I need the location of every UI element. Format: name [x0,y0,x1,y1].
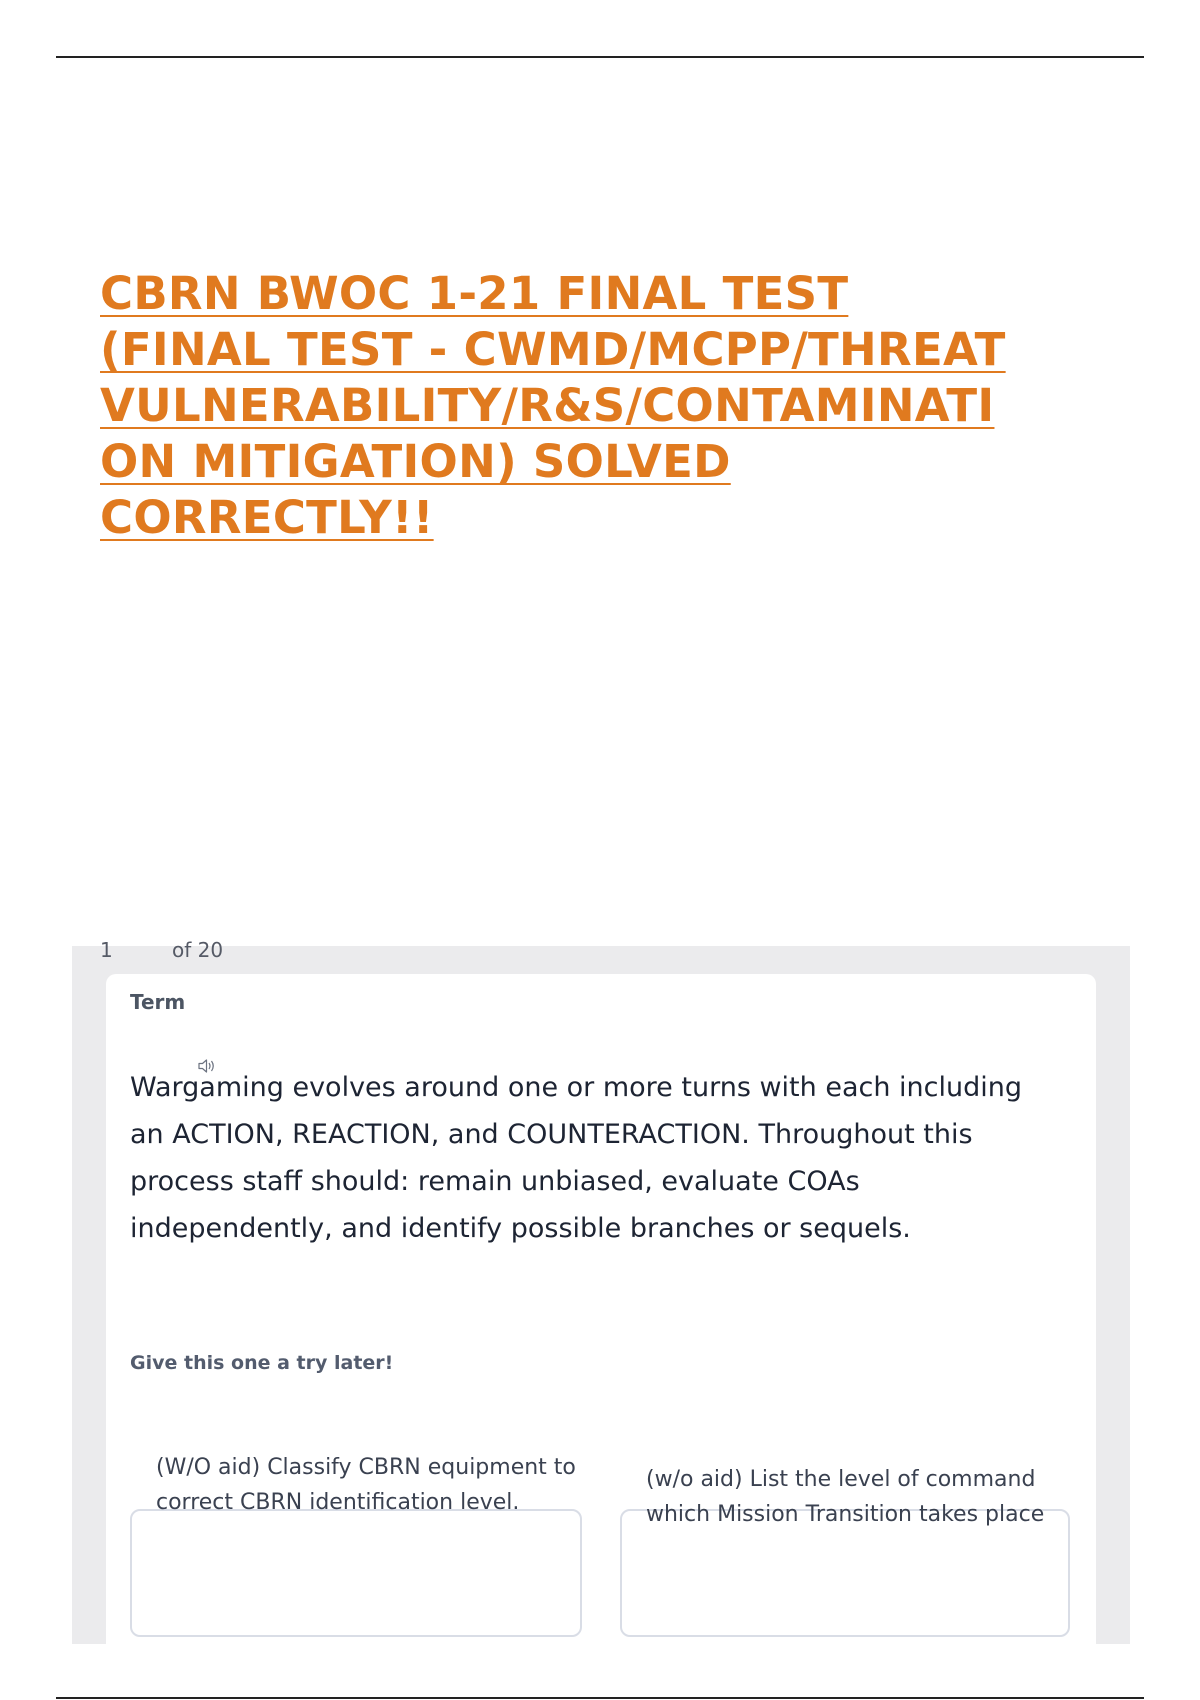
title-line-1: CBRN BWOC 1-21 FINAL TEST [100,267,849,320]
title-line-2: (FINAL TEST - CWMD/MCPP/THREAT [100,323,1006,376]
term-definition: Wargaming evolves around one or more turns with each including an ACTION, REACTION, and COUNTERACTION. Throughout this process staff should: remain unbiased, evaluate COAs independently, and identify possible branches or sequels. [130,1072,1022,1244]
answer-option-1[interactable] [130,1509,582,1637]
top-rule [56,56,1144,58]
title-line-4: ON MITIGATION) SOLVED [100,435,731,488]
card-current-number: 1 [100,938,113,962]
card-counter [100,938,223,962]
title-line-3: VULNERABILITY/R&S/CONTAMINATI [100,379,995,432]
title-line-5: CORRECTLY!! [100,491,434,544]
card-total: of 20 [172,938,224,962]
bottom-rule [56,1697,1144,1699]
answer-option-1-text: (W/O aid) Classify CBRN equipment to correct CBRN identification level. [156,1455,576,1515]
document-title [100,266,1100,546]
flashcard [106,974,1096,1644]
term-label: Term [130,990,186,1014]
try-later-link[interactable]: Give this one a try later! [130,1352,394,1374]
answer-option-2-text: (w/o aid) List the level of command which Mission Transition takes place [646,1467,1045,1527]
